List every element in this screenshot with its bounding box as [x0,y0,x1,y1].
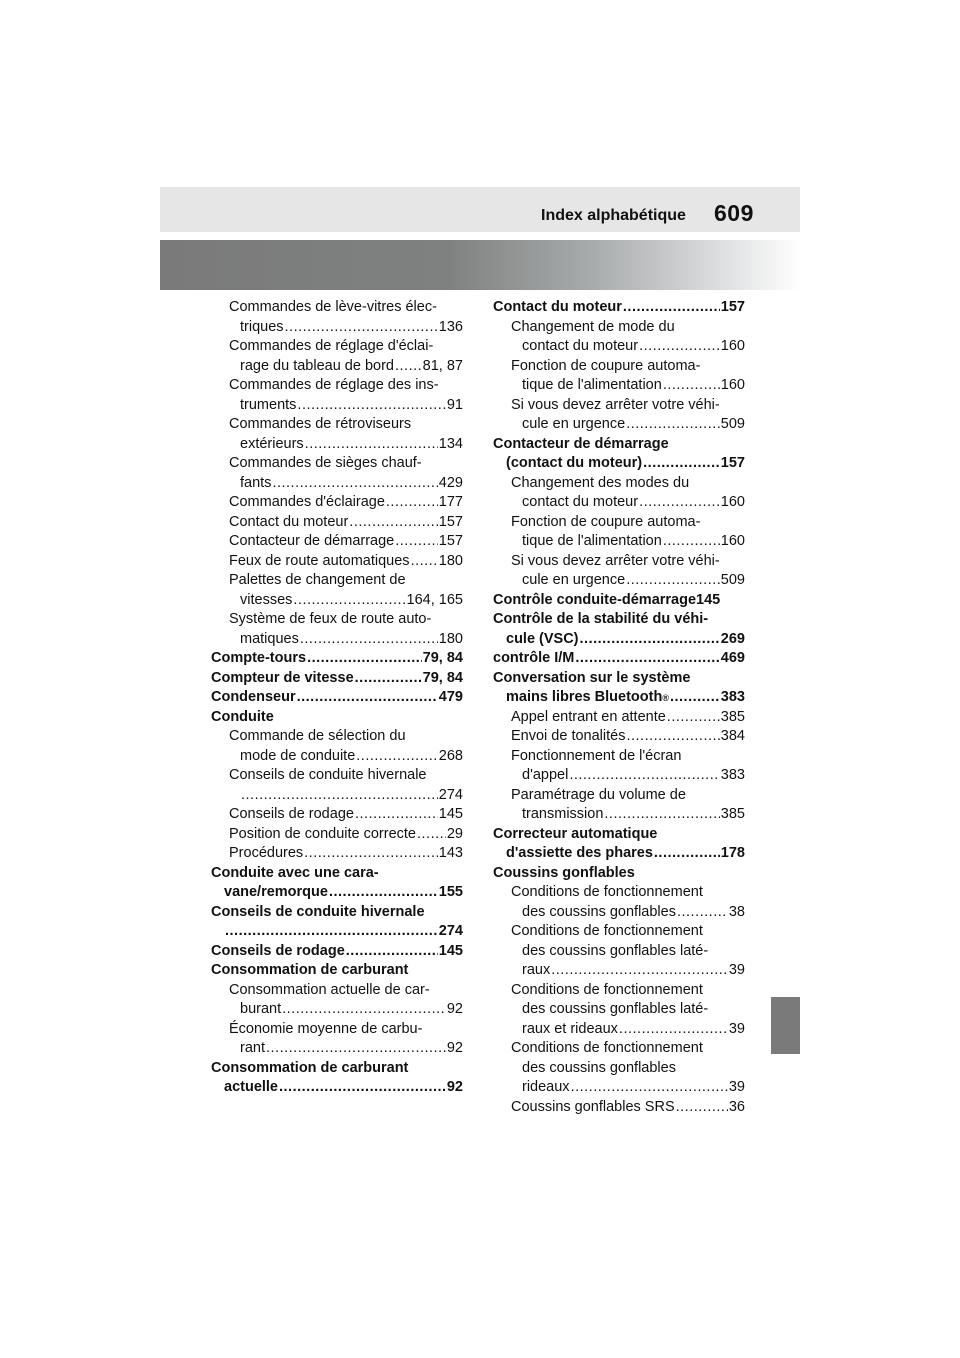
chapter-thumb-tab [771,997,800,1054]
index-entry-text: tique de l'alimentation [522,377,662,393]
dot-leader [282,1000,446,1020]
dot-leader [604,805,719,825]
index-subentry [493,786,745,825]
index-entry-text: mains libres Bluetooth [506,689,663,705]
page-reference: 143 [438,845,463,861]
index-entry-text: (contact du moteur) [506,455,643,471]
page-reference: 39 [728,1079,745,1095]
page-reference: 38 [728,903,745,920]
index-entry: Conversation sur le système mains libres Bluetooth ® ..... 383 [493,669,745,708]
page-number: 609 [714,200,754,226]
index-entry-text: Fonctionnement de l'écran [511,747,682,764]
page-reference: 157 [720,455,745,471]
page-reference: 145 [438,942,463,959]
index-entry-text: tique de l'alimentation [522,533,662,549]
page-reference: 160 [720,494,745,510]
index-entry [493,610,745,649]
index-subentry [211,513,463,533]
dot-leader [346,942,438,962]
dot-leader [626,727,719,747]
index-entry-text: Commandes de réglage d'éclai- [229,338,434,354]
index-entry-text: Si vous devez arrêter votre véhi- [511,396,720,413]
page-reference: 39 [728,962,745,978]
index-subentry [493,708,745,728]
index-entry-text: Contacteur de démarrage [229,533,395,549]
page-reference: 91 [446,396,463,413]
page-reference: 160 [720,338,745,354]
index-entry-text: Contact du moteur [229,513,349,530]
dot-leader [643,454,720,474]
index-entry [211,864,463,903]
page-reference: 385 [720,806,745,822]
page-reference: 274 [438,786,463,803]
dot-leader [677,903,728,923]
index-subentry [211,552,463,572]
dot-leader [329,883,438,903]
index-entry-text: Palettes de changement de [229,572,406,588]
page-reference: 136 [438,318,463,335]
index-entry-text: rideaux [522,1079,570,1095]
dot-leader [355,669,422,689]
index-entry [211,649,463,669]
dot-leader [619,1020,728,1040]
index-entry-text: triques [240,318,284,335]
index-entry-text: extérieurs [240,435,304,452]
dot-leader [667,708,720,728]
index-entry-text: cule en urgence [522,572,626,588]
dot-leader [225,922,438,942]
index-subentry [211,981,463,1020]
page-reference: 81, 87 [422,357,463,374]
index-subentry [211,766,463,805]
dot-leader [349,513,438,533]
dot-leader [670,688,720,708]
index-entry-text: Condenseur [211,689,296,705]
index-entry-text: Conseils de rodage [211,942,345,959]
index-entry-text: Consommation de carburant [211,962,409,978]
dot-leader [386,493,438,513]
page-reference: 134 [438,435,463,452]
index-entry-text: des coussins gonflables [522,903,676,920]
index-entry-text: vane/remorque [224,884,328,900]
index-entry-text: Paramétrage du volume de [511,786,686,803]
index-entry-text: Contact du moteur [493,299,622,315]
index-entry [211,942,463,962]
index-entry-text: Feux de route automatiques [229,552,410,569]
index-entry [211,708,463,728]
index-subentry [211,727,463,766]
index-entry-text: Appel entrant en attente [511,708,666,725]
index-entry-text: Fonction de coupure automa- [511,513,701,530]
index-entry-text: cule en urgence [522,416,626,432]
page-reference: 164, 165 [406,591,463,608]
index-subentry [493,1098,745,1118]
index-subentry [211,493,463,513]
index-entry [493,825,745,864]
index-entry [211,688,463,708]
index-entry-text: Conseils de conduite hivernale [211,903,425,920]
page-reference: 383 [720,689,745,705]
page-reference: 274 [438,923,463,939]
dot-leader [307,649,422,669]
index-entry-text: Conversation sur le système [493,669,691,686]
dot-leader [417,825,446,845]
page-reference: 180 [438,552,463,569]
index-subentry [493,747,745,786]
index-entry-text: contact du moteur [522,494,639,510]
dot-leader [639,493,720,513]
index-entry [493,435,745,474]
page-reference: 92 [446,1040,463,1056]
index-entry-text: transmission [522,806,604,822]
index-entry-text: d'appel [522,767,569,783]
page-reference: 469 [720,650,745,666]
page-reference: 479 [438,689,463,705]
index-entry-text: Conseils de rodage [229,806,354,822]
index-entry-text: Économie moyenne de carbu- [229,1020,423,1037]
index-entry [493,298,745,318]
page-reference: 384 [720,728,745,744]
index-entry-text: Système de feux de route auto- [229,611,432,627]
dot-leader [297,688,438,708]
page-reference: 145 [438,806,463,822]
index-entry-text: Correcteur automatique [493,825,658,842]
page-reference: 268 [438,747,463,764]
index-entry-text: contact du moteur [522,338,639,354]
index-entry [211,961,463,981]
page-reference: 36 [728,1098,745,1115]
index-subentry [493,883,745,922]
dot-leader [626,571,720,591]
page-reference: 160 [720,533,745,549]
index-entry-text: des coussins gonflables [522,1059,676,1076]
index-subentry [493,357,745,396]
page-reference: 79, 84 [422,650,463,666]
dot-leader [663,532,720,552]
index-column-right [493,298,745,1117]
dot-leader [575,649,719,669]
index-entry-text: Compteur de vitesse [211,669,354,686]
dot-leader [279,1078,446,1098]
dot-leader [623,298,720,318]
index-entry-text: burant [240,1001,282,1017]
index-entry-text: Commandes de rétroviseurs [229,416,412,432]
index-entry-text: fants [240,474,272,491]
page-reference: 269 [720,630,745,647]
index-entry-text: Contrôle conduite-démarrage145 [493,591,721,608]
index-entry-text: contrôle I/M [493,650,575,666]
dot-leader [356,747,438,767]
index-subentry [211,415,463,454]
index-subentry [493,922,745,981]
dot-leader [569,766,719,786]
index-subentry [493,727,745,747]
index-entry-text: Commandes d'éclairage [229,494,385,510]
index-entry-text: actuelle [224,1079,278,1095]
dot-leader [411,552,438,572]
index-entry-text: Contacteur de démarrage [493,435,669,452]
index-entry-text: Compte-tours [211,650,307,666]
dot-leader [272,474,437,494]
index-subentry [493,981,745,1040]
index-entry-text: Position de conduite correcte [229,825,416,842]
page-section-title: Index alphabétique [541,207,686,224]
page-reference: 509 [720,416,745,432]
page-reference: 92 [446,1001,463,1017]
index-entry-text: Consommation de carburant [211,1059,409,1076]
index-entry-text: Changement des modes du [511,474,690,491]
index-entry-text: Coussins gonflables SRS [511,1098,675,1115]
index-subentry [493,396,745,435]
dot-leader [676,1098,728,1118]
index-entry-text: des coussins gonflables laté- [522,942,709,959]
index-entry-text: cule (VSC) [506,630,579,647]
index-subentry [211,454,463,493]
page-reference: 383 [720,767,745,783]
dot-leader [305,435,438,455]
page-reference: 429 [438,474,463,491]
index-entry-text: rant [240,1040,265,1056]
page-reference: 155 [438,884,463,900]
index-entry [211,669,463,689]
index-entry-text: Envoi de tonalités [511,728,626,744]
index-entry-text: raux et rideaux [522,1020,618,1037]
index-subentry [493,1039,745,1098]
dot-leader [297,396,445,416]
page-reference: 157 [438,513,463,530]
index-subentry [211,825,463,845]
index-subentry [211,1020,463,1059]
page-reference: 29 [446,825,463,842]
index-entry-text: Conduite [211,708,274,725]
index-entry-text: truments [240,396,297,413]
index-entry-text: Conditions de fonctionnement [511,1040,703,1056]
dot-leader [395,357,422,377]
index-entry-text: Commandes de lève-vitres élec- [229,299,437,315]
index-entry-text: Conditions de fonctionnement [511,884,703,900]
index-subentry [211,844,463,864]
index-entry-text: Si vous devez arrêter votre véhi- [511,552,720,569]
header-band [160,187,800,232]
page-reference: 177 [438,494,463,510]
index-entry-text: rage du tableau de bord [240,357,394,374]
index-subentry [493,318,745,357]
index-entry [493,591,745,611]
index-column-left [211,298,463,1098]
index-subentry [211,805,463,825]
dot-leader [266,1039,446,1059]
page-reference: 157 [720,299,745,315]
page-reference: 385 [720,708,745,725]
page-reference: 39 [728,1020,745,1037]
index-subentry [211,298,463,337]
index-entry [493,864,745,884]
index-subentry [211,532,463,552]
dot-leader [654,844,720,864]
index-entry-text: raux [522,962,551,978]
index-entry-text: d'assiette des phares [506,845,653,861]
dot-leader [626,415,720,435]
index-subentry [211,610,463,649]
dot-leader [395,532,438,552]
index-entry-text: des coussins gonflables laté- [522,1001,709,1017]
index-entry-text: Changement de mode du [511,318,675,335]
index-entry-text: Conditions de fonctionnement [511,923,703,939]
page-reference: 79, 84 [422,669,463,686]
index-entry-text: Conduite avec une cara- [211,864,379,881]
index-entry [493,649,745,669]
index-entry-text: Coussins gonflables [493,864,635,881]
index-entry-text: Fonction de coupure automa- [511,357,701,374]
dot-leader [300,630,438,650]
index-entry-text: Conseils de conduite hivernale [229,767,427,783]
index-entry-text: matiques [240,630,299,647]
page-reference: 180 [438,630,463,647]
dot-leader [355,805,438,825]
index-subentry [493,552,745,591]
index-subentry [211,376,463,415]
index-subentry [493,513,745,552]
index-entry-text: Conditions de fonctionnement [511,981,703,998]
page-reference: 160 [720,377,745,393]
page-reference: 509 [720,572,745,588]
index-entry-text: Commande de sélection du [229,728,406,744]
dot-leader [663,376,720,396]
index-subentry [493,474,745,513]
dot-leader [304,844,438,864]
index-entry-text: Consommation actuelle de car- [229,981,430,998]
index-entry [211,1059,463,1098]
index-entry-text: Commandes de sièges chauf- [229,455,422,471]
index-entry-text: vitesses [240,591,293,608]
index-entry-text: Procédures [229,845,304,861]
dot-leader [293,591,405,611]
index-entry-text: Contrôle de la stabilité du véhi- [493,611,709,627]
dot-leader [571,1078,728,1098]
dot-leader [580,630,720,650]
index-subentry [211,571,463,610]
page-reference: 157 [438,533,463,549]
page-reference: 92 [446,1079,463,1095]
dot-leader [639,337,720,357]
index-entry-text: mode de conduite [240,747,356,764]
page-reference: 178 [720,845,745,861]
dot-leader [551,961,728,981]
index-entry [211,903,463,942]
index-entry-text: Commandes de réglage des ins- [229,377,439,393]
dot-leader [285,318,438,338]
dot-leader [241,786,438,806]
header-gradient-bar [160,240,800,290]
index-subentry [211,337,463,376]
